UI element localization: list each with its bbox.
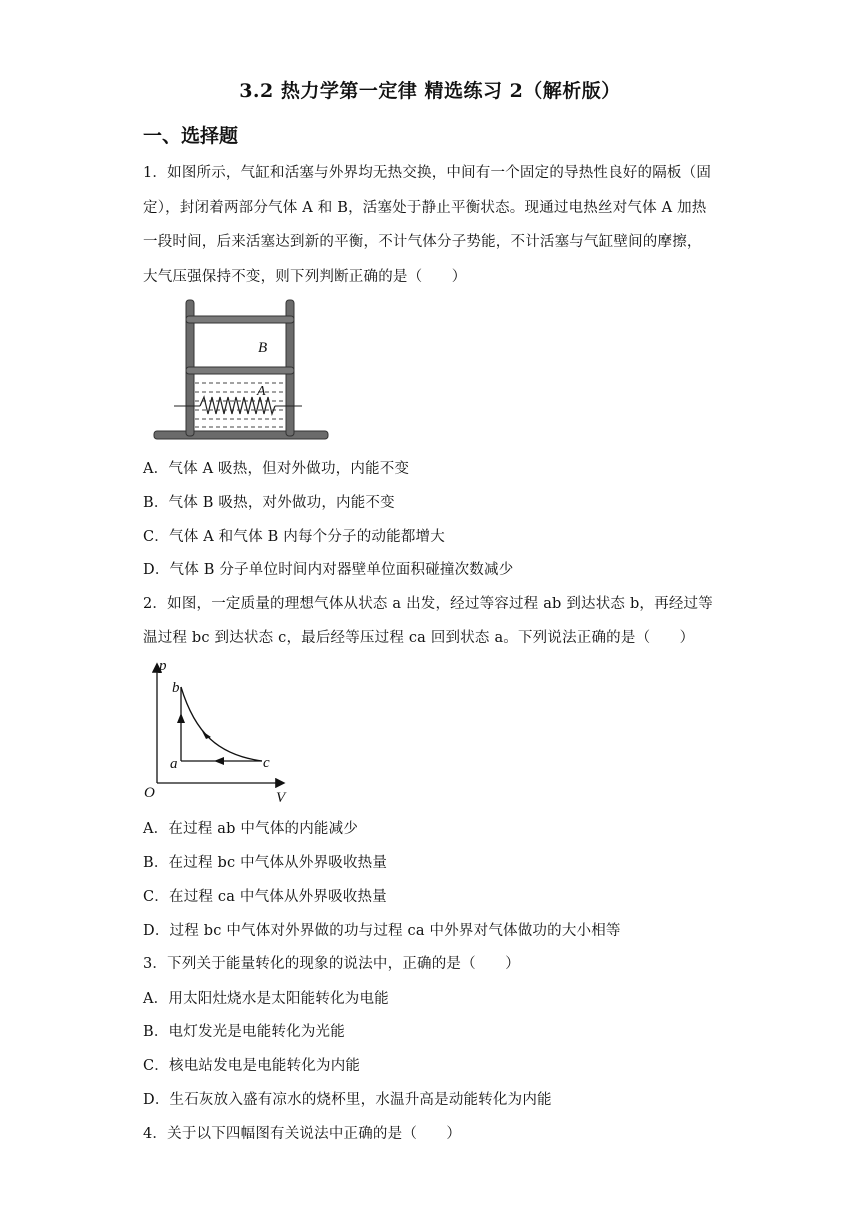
q1-option-d: D．气体 B 分子单位时间内对器壁单位面积碰撞次数减少 [143, 562, 514, 578]
pv-diagram [140, 655, 295, 805]
q1-stem-line-4: 大气压强保持不变，则下列判断正确的是（ ） [143, 269, 467, 285]
q3-option-a: A．用太阳灶烧水是太阳能转化为电能 [143, 991, 389, 1007]
q3-stem: 3．下列关于能量转化的现象的说法中，正确的是（ ） [143, 956, 520, 972]
q1-option-b: B．气体 B 吸热，对外做功，内能不变 [143, 495, 395, 511]
p-axis-label: p [159, 658, 167, 674]
q2-option-d: D．过程 bc 中气体对外界做的功与过程 ca 中外界对气体做功的大小相等 [143, 923, 621, 939]
q3-option-b: B．电灯发光是电能转化为光能 [143, 1024, 345, 1040]
gas-b-label: B [258, 340, 268, 356]
state-c-label: c [263, 755, 270, 771]
cylinder-figure [150, 295, 335, 443]
q2-option-c: C．在过程 ca 中气体从外界吸收热量 [143, 889, 387, 905]
state-b-label: b [172, 680, 180, 696]
q2-stem-line-2: 温过程 bc 到达状态 c，最后经等压过程 ca 回到状态 a。下列说法正确的是（ ） [143, 630, 695, 646]
q3-option-c: C．核电站发电是电能转化为内能 [143, 1058, 361, 1074]
section-heading: 一、选择题 [143, 125, 239, 147]
q1-stem-line-2: 定），封闭着两部分气体 A 和 B，活塞处于静止平衡状态。现通过电热丝对气体 A 加热 [143, 200, 707, 216]
q2-option-b: B．在过程 bc 中气体从外界吸收热量 [143, 855, 388, 871]
q2-stem-line-1: 2．如图，一定质量的理想气体从状态 a 出发，经过等容过程 ab 到达状态 b，再经过等 [143, 596, 713, 612]
document-title: 3.2 热力学第一定律 精选练习 2（解析版） [239, 80, 621, 102]
q1-option-c: C．气体 A 和气体 B 内每个分子的动能都增大 [143, 529, 445, 545]
gas-a-label: A [257, 384, 266, 399]
state-a-label: a [170, 756, 178, 772]
origin-label: O [144, 785, 155, 801]
q1-stem-line-1: 1．如图所示，气缸和活塞与外界均无热交换，中间有一个固定的导热性良好的隔板（固 [143, 165, 712, 181]
q2-option-a: A．在过程 ab 中气体的内能减少 [143, 821, 359, 837]
v-axis-label: V [276, 790, 286, 805]
q1-option-a: A．气体 A 吸热，但对外做功，内能不变 [143, 461, 410, 477]
q1-stem-line-3: 一段时间，后来活塞达到新的平衡，不计气体分子势能，不计活塞与气缸壁间的摩擦， [143, 234, 702, 250]
q4-stem: 4．关于以下四幅图有关说法中正确的是（ ） [143, 1126, 462, 1142]
q3-option-d: D．生石灰放入盛有凉水的烧杯里，水温升高是动能转化为内能 [143, 1092, 552, 1108]
